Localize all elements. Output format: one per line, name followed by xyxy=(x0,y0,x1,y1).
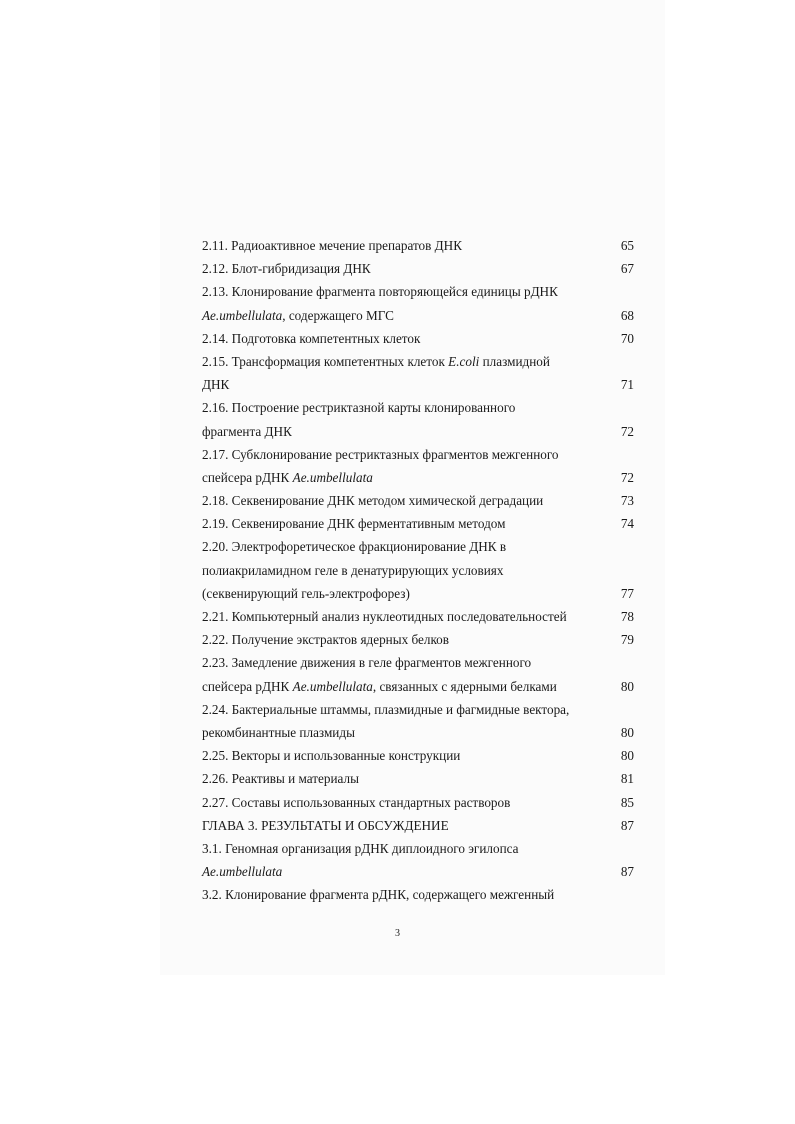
toc-page-number: 87 xyxy=(620,817,634,833)
toc-entry: 2.17. Субклонирование рестриктазных фрагментов межгенного xyxy=(202,446,559,462)
toc-page-number: 68 xyxy=(620,307,634,323)
toc-entry: полиакриламидном геле в денатурирующих условиях xyxy=(202,562,504,578)
toc-entry: 2.20. Электрофоретическое фракционирование ДНК в xyxy=(202,539,507,555)
toc-entry: 3.1. Геномная организация рДНК диплоидного эгилопса xyxy=(202,840,519,856)
toc-entry: 2.23. Замедление движения в геле фрагментов межгенного xyxy=(202,655,532,671)
toc-entry: 2.16. Построение рестриктазной карты клонированного xyxy=(202,400,516,416)
toc-page-number: 73 xyxy=(620,493,634,509)
toc-page-number: 71 xyxy=(620,377,634,393)
table-of-contents xyxy=(202,234,634,906)
toc-entry: 2.26. Реактивы и материалы 81 xyxy=(202,767,634,790)
page-number: 3 xyxy=(395,928,400,939)
toc-entry: 2.14. Подготовка компетентных клеток 70 xyxy=(202,327,634,350)
toc-entry: 2.24. Бактериальные штаммы, плазмидные и фагмидные вектора, xyxy=(202,701,570,717)
toc-entry: фрагмента ДНК 72 xyxy=(202,420,634,443)
toc-entry: рекомбинантные плазмиды 80 xyxy=(202,721,634,744)
toc-page-number: 81 xyxy=(620,771,634,787)
toc-page-number: 65 xyxy=(620,238,634,253)
toc-page-number: 78 xyxy=(620,609,634,624)
toc-page-number: 70 xyxy=(620,330,634,346)
toc-entry: 2.19. Секвенирование ДНК ферментативным методом 74 xyxy=(202,512,634,535)
toc-page-number: 74 xyxy=(620,516,634,532)
toc-entry: 2.21. Компьютерный анализ нуклеотидных последовательностей 78 xyxy=(202,605,634,628)
toc-entry: (секвенирующий гель-электрофорез) 77 xyxy=(202,582,634,605)
toc-entry: спейсера рДНК Ae.umbellulata 72 xyxy=(202,466,634,489)
toc-entry: спейсера рДНК Ae.umbellulata, связанных с ядерными белками 80 xyxy=(202,675,634,698)
toc-page-number: 85 xyxy=(620,794,634,810)
toc-page-number: 72 xyxy=(620,469,634,485)
toc-page-number: 80 xyxy=(620,678,634,694)
toc-page-number: 80 xyxy=(620,748,634,764)
toc-page-number: 72 xyxy=(620,423,634,439)
toc-chapter-heading: ГЛАВА 3. РЕЗУЛЬТАТЫ И ОБСУЖДЕНИЕ 87 xyxy=(202,814,634,837)
toc-entry: Ae.umbellulata 87 xyxy=(202,860,634,883)
toc-entry: 2.25. Векторы и использованные конструкции 80 xyxy=(202,744,634,767)
toc-page-number: 77 xyxy=(620,585,634,601)
toc-entry: ДНК 71 xyxy=(202,373,634,396)
toc-page-number: 79 xyxy=(620,632,634,648)
toc-entry: 2.18. Секвенирование ДНК методом химической деградации 73 xyxy=(202,489,634,512)
toc-page-number: 80 xyxy=(620,724,634,740)
toc-page-number: 87 xyxy=(620,864,634,880)
toc-entry: 3.2. Клонирование фрагмента рДНК, содержащего межгенный xyxy=(202,887,555,903)
toc-entry: 2.22. Получение экстрактов ядерных белков 79 xyxy=(202,628,634,651)
toc-entry: 2.12. Блот-гибридизация ДНК 67 xyxy=(202,257,634,280)
toc-entry: 2.15. Трансформация компетентных клеток E.coli плазмидной xyxy=(202,353,550,369)
toc-entry: 2.27. Составы использованных стандартных растворов 85 xyxy=(202,791,634,814)
toc-entry: 2.11. Радиоактивное мечение препаратов ДНК 65 xyxy=(202,234,634,257)
toc-page-number: 67 xyxy=(620,261,634,277)
toc-entry: 2.13. Клонирование фрагмента повторяющейся единицы рДНК xyxy=(202,284,558,300)
toc-entry: Ae.umbellulata, содержащего МГС 68 xyxy=(202,304,634,327)
